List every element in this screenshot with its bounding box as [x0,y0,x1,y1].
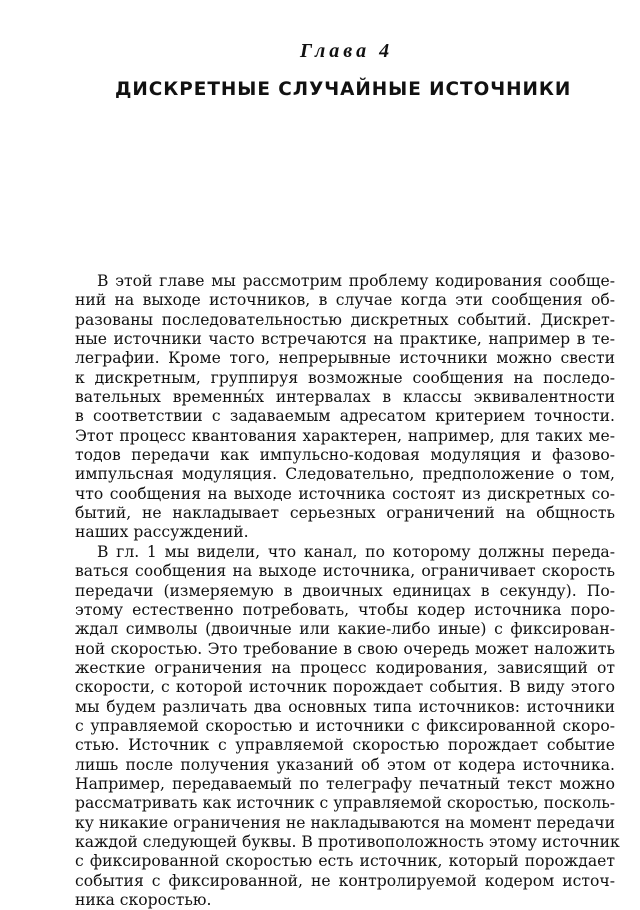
text-line: ку никакие ограничения не накладываются на момент передачи [75,813,615,832]
paragraph-2 [75,542,620,910]
chapter-title: ДИСКРЕТНЫЕ СЛУЧАЙНЫЕ ИСТОЧНИКИ [115,78,572,100]
text-line: разованы последовательностью дискретных событий. Дискрет- [75,310,615,329]
text-line: с управляемой скоростью и источники с фиксированной скоро- [75,716,615,735]
paragraph-1 [75,272,615,543]
chapter-label: Глава 4 [300,40,394,62]
text-line: Например, передаваемый по телеграфу печатный текст можно [75,774,615,793]
text-line: в соответствии с задаваемым адресатом критерием точности. [75,407,615,426]
text-line: мы будем различать два основных типа источников: источники [75,697,615,716]
text-line: ной скоростью. Это требование в свою очередь может наложить [75,639,615,658]
text-line: жесткие ограничения на процесс кодирования, зависящий от [75,658,615,677]
text-line: ждал символы (двоичные или какие-либо иные) с фиксирован- [75,620,615,639]
text-line: к дискретным, группируя возможные сообщения на последо- [75,368,615,387]
text-line: с фиксированной скоростью есть источник, который порождает [75,852,615,871]
text-line: каждой следующей буквы. В противоположность этому источник [75,832,620,851]
text-line: события с фиксированной, не контролируемой кодером источ- [75,871,615,890]
text-line: В этой главе мы рассмотрим проблему кодирования сообще- [97,272,615,290]
text-line: ний на выходе источников, в случае когда эти сообщения об- [75,291,615,310]
text-line: тодов передачи как импульсно-кодовая модуляция и фазово- [75,446,615,465]
body-text [75,272,620,910]
text-line: рассматривать как источник с управляемой скоростью, посколь- [75,794,615,813]
text-line: наших рассуждений. [75,523,249,542]
text-line: бытий, не накладывает серьезных ограничений на общность [75,504,615,523]
text-line: леграфии. Кроме того, непрерывные источники можно свести [75,349,615,368]
text-line: вательных временны́х интервалах в классы эквивалентности [75,388,615,407]
text-line: этому естественно потребовать, чтобы кодер источника поро- [75,600,615,619]
text-line: импульсная модуляция. Следовательно, предположение о том, [75,465,615,484]
text-line: что сообщения на выходе источника состоят из дискретных со- [75,484,615,503]
text-line: ные источники часто встречаются на практике, например в те- [75,330,615,349]
text-line: стью. Источник с управляемой скоростью порождает событие [75,736,615,755]
text-line: Этот процесс квантования характерен, например, для таких ме- [75,426,615,445]
text-line: В гл. 1 мы видели, что канал, по которому должны переда- [97,542,615,561]
text-line: ника скоростью. [75,891,212,909]
text-line: ваться сообщения на выходе источника, ограничивает скорость [75,562,615,581]
text-line: передачи (измеряемую в двоичных единицах в секунду). По- [75,581,615,600]
text-line: скорости, с которой источник порождает события. В виду этого [75,678,615,697]
text-line: лишь после получения указаний об этом от кодера источника. [75,755,615,774]
